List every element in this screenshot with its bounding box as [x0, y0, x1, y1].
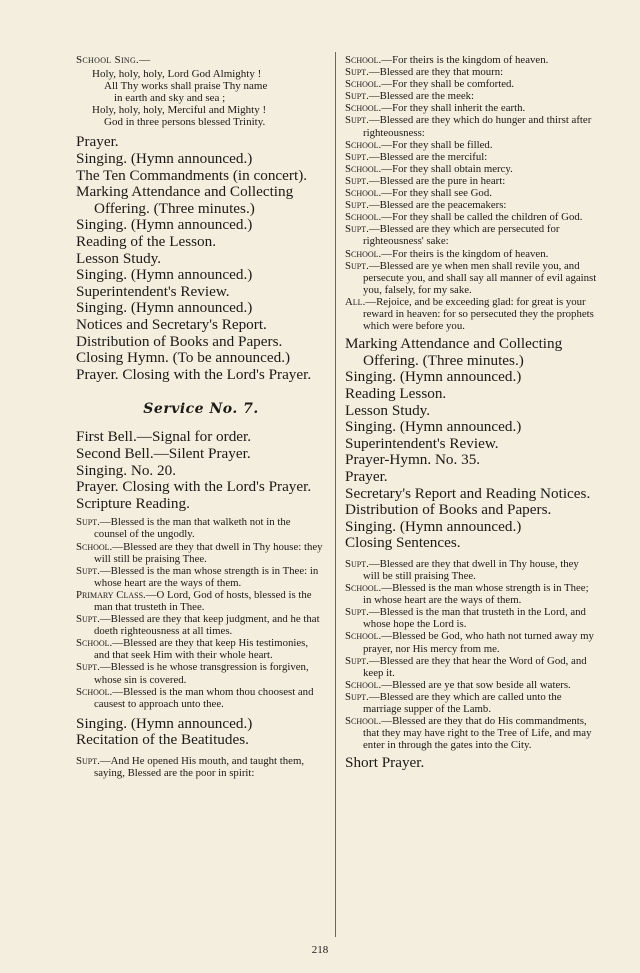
speaker-label: School. — [345, 138, 382, 151]
hymn-verse — [76, 68, 326, 128]
speaker-label: School. — [345, 54, 382, 66]
order-item: Lesson Study. — [345, 401, 431, 419]
response-text: —Blessed are they that dwell in Thy house: they will still be praising Thee. — [94, 540, 323, 565]
speaker-label: Supt. — [345, 174, 369, 187]
response-text: —Blessed are they that mourn: — [368, 66, 504, 79]
speaker-label: Supt. — [345, 223, 369, 236]
speaker-label: Supt. — [345, 199, 369, 212]
responsive-line — [76, 661, 326, 685]
scripture-reading — [76, 516, 326, 710]
responsive-line — [345, 151, 598, 163]
responsive-line — [345, 260, 598, 296]
speaker-label: Supt. — [345, 114, 369, 127]
order-item: Closing Hymn. (To be announced.) — [76, 349, 291, 367]
response-text: —Blessed are they which are persecuted for righteousness' sake: — [363, 223, 560, 248]
response-text: —Blessed are ye when men shall revile you, and persecute you, and shall say all manner of evil against you, falsely, for my sake. — [363, 259, 597, 296]
hymn-line: Holy, holy, holy, Merciful and Mighty ! — [92, 104, 267, 117]
responsive-line — [345, 78, 598, 90]
responsive-line — [345, 715, 598, 751]
order-item: Reading of the Lesson. — [76, 233, 217, 251]
order-item: Marking Attendance and Collecting Offering. (Three minutes.) — [76, 183, 294, 217]
speaker-label: School. — [345, 630, 382, 643]
service-item: Prayer. Closing with the Lord's Prayer. — [76, 478, 312, 496]
page-number: 218 — [311, 944, 329, 956]
responsive-line — [76, 589, 326, 613]
responsive-line — [345, 582, 598, 606]
response-text: —For they shall inherit the earth. — [381, 102, 526, 115]
speaker-label: School. — [345, 582, 382, 595]
service-item: Singing. No. 20. — [76, 461, 176, 479]
responsive-line — [345, 199, 598, 211]
response-text: —Blessed are the meek: — [368, 90, 475, 103]
hymn-line: God in three persons blessed Trinity. — [104, 116, 266, 129]
speaker-label: School. — [345, 187, 382, 200]
responsive-line — [345, 606, 598, 630]
responsive-line — [76, 541, 326, 565]
school-sing-header: School Sing.— — [76, 54, 151, 66]
responsive-line — [76, 613, 326, 637]
order-item: Singing. (Hymn announced.) — [76, 714, 253, 732]
service-item: First Bell.—Signal for order. — [76, 428, 252, 446]
responsive-line — [345, 558, 598, 582]
response-text: —Blessed is the man whom thou choosest and causest to approach unto thee. — [94, 685, 314, 710]
responsive-line — [76, 686, 326, 710]
left-column — [76, 54, 326, 779]
speaker-label: School. — [345, 715, 382, 728]
responsive-line — [345, 223, 598, 247]
hymn-line: All Thy works shall praise Thy name — [104, 80, 268, 93]
speaker-label: Supt. — [345, 557, 369, 570]
speaker-label: Supt. — [345, 606, 369, 619]
responsive-line — [345, 679, 598, 691]
order-item: Singing. (Hymn announced.) — [76, 150, 253, 168]
response-text: —Blessed is the man whose strength is in Thee; in whose heart are the ways of them. — [363, 582, 589, 607]
right-column — [345, 54, 598, 772]
response-text: —Blessed are they that keep His testimonies, and that seek Him with their whole heart. — [94, 637, 309, 662]
speaker-label: Supt. — [76, 516, 100, 529]
hymn-line: in earth and sky and sea ; — [114, 92, 226, 105]
service-item: Scripture Reading. — [76, 494, 190, 512]
response-text: —For theirs is the kingdom of heaven. — [381, 247, 549, 260]
responsive-line — [345, 187, 598, 199]
response-text: —Rejoice, and be exceeding glad: for great is your reward in heaven: for so persecuted they the prophets which were before you. — [363, 295, 594, 333]
order-item: Singing. (Hymn announced.) — [345, 517, 522, 535]
order-item: Singing. (Hymn announced.) — [345, 418, 522, 436]
response-text: —Blessed are they that keep judgment, and he that doeth righteousness at all times. — [94, 613, 320, 638]
order-item: Prayer-Hymn. No. 35. — [345, 451, 481, 469]
response-text: —For they shall be called the children of God. — [381, 211, 583, 224]
hymn-line: Holy, holy, holy, Lord God Almighty ! — [92, 68, 262, 80]
order-item: Prayer. — [76, 133, 119, 151]
order-item: Prayer. — [345, 467, 388, 485]
speaker-label: School. — [345, 78, 382, 91]
responsive-line — [345, 248, 598, 260]
speaker-label: Supt. — [345, 90, 369, 103]
speaker-label: School. — [345, 162, 382, 175]
speaker-label: Primary Class. — [76, 588, 146, 601]
speaker-label: School. — [345, 247, 382, 260]
responsive-line — [345, 163, 598, 175]
speaker-label: Supt. — [76, 564, 100, 577]
closing-sentences — [345, 558, 598, 752]
responsive-line — [345, 296, 598, 332]
response-text: —O Lord, God of hosts, blessed is the man that trusteth in Thee. — [94, 588, 312, 613]
order-item: Distribution of Books and Papers. — [345, 501, 552, 519]
order-item: Recitation of the Beatitudes. — [76, 731, 249, 749]
responsive-line — [345, 175, 598, 187]
response-text: —Blessed are the pure in heart: — [368, 174, 506, 187]
order-item: Singing. (Hymn announced.) — [76, 299, 253, 317]
response-text: —Blessed are they that do His commandments, that they may have right to the Tree of Life, and may enter in through the gates into the City. — [363, 715, 592, 752]
responsive-line — [345, 66, 598, 78]
speaker-label: School. — [76, 685, 113, 698]
order-item: Prayer. Closing with the Lord's Prayer. — [76, 365, 312, 383]
response-text: —Blessed are ye that sow beside all waters. — [381, 678, 571, 691]
order-item: Superintendent's Review. — [345, 434, 499, 452]
order-item: Reading Lesson. — [345, 384, 447, 402]
speaker-label: School. — [345, 211, 382, 224]
order-of-service — [76, 134, 326, 383]
order-item: Marking Attendance and Collecting Offering. (Three minutes.) — [345, 335, 563, 369]
speaker-label: Supt. — [76, 755, 100, 768]
responsive-line — [76, 565, 326, 589]
speaker-label: Supt. — [345, 150, 369, 163]
response-text: —For they shall see God. — [381, 187, 492, 200]
response-text: —Blessed are the peacemakers: — [368, 199, 507, 212]
order-item: Notices and Secretary's Report. — [76, 316, 267, 333]
response-text: —Blessed is the man that walketh not in the counsel of the ungodly. — [94, 516, 291, 541]
order-item: Secretary's Report and Reading Notices. — [345, 484, 591, 502]
responsive-line — [345, 655, 598, 679]
speaker-label: Supt. — [76, 661, 100, 674]
responsive-line — [345, 90, 598, 102]
response-text: —Blessed are they which are called unto the marriage supper of the Lamb. — [363, 690, 562, 715]
responsive-line — [76, 516, 326, 540]
response-text: —Blessed are they that dwell in Thy house, they will be still praising Thee. — [363, 557, 579, 582]
speaker-label: School. — [345, 102, 382, 115]
order-item: Superintendent's Review. — [76, 282, 230, 300]
response-text: —Blessed are they which do hunger and thirst after righteousness: — [363, 114, 592, 139]
order-item: Closing Sentences. — [345, 534, 461, 552]
responsive-line — [76, 755, 326, 779]
service-item: Second Bell.—Silent Prayer. — [76, 444, 251, 462]
responsive-line — [76, 637, 326, 661]
order-item: Lesson Study. — [76, 249, 162, 267]
order-item: Singing. (Hymn announced.) — [345, 368, 522, 386]
order-item: Distribution of Books and Papers. — [76, 332, 283, 350]
order-item: Singing. (Hymn announced.) — [76, 266, 253, 284]
speaker-label: School. — [76, 540, 113, 553]
response-text: —And He opened His mouth, and taught them, saying, Blessed are the poor in spirit: — [94, 755, 305, 780]
speaker-label: Supt. — [76, 613, 100, 626]
column-divider — [335, 52, 336, 937]
service-heading: Service No. 7. — [143, 401, 259, 418]
responsive-line — [345, 139, 598, 151]
speaker-label: All. — [345, 295, 366, 308]
final-item: Short Prayer. — [345, 754, 425, 772]
order-item: The Ten Commandments (in concert). — [76, 166, 308, 184]
response-text: —Blessed be God, who hath not turned away my prayer, nor His mercy from me. — [363, 630, 594, 655]
response-text: —For they shall be filled. — [381, 138, 493, 151]
response-text: —Blessed is the man that trusteth in the Lord, and whose hope the Lord is. — [363, 606, 586, 631]
speaker-label: School. — [76, 637, 113, 650]
responsive-line — [345, 54, 598, 66]
response-text: —Blessed is he whose transgression is forgiven, whose sin is covered. — [94, 661, 309, 686]
beatitudes — [345, 54, 598, 332]
response-text: —For they shall obtain mercy. — [381, 162, 513, 175]
speaker-label: Supt. — [345, 690, 369, 703]
speaker-label: Supt. — [345, 259, 369, 272]
responsive-line — [345, 114, 598, 138]
speaker-label: Supt. — [345, 66, 369, 79]
response-text: —Blessed are the merciful: — [368, 150, 488, 163]
responsive-line — [345, 211, 598, 223]
responsive-line — [345, 630, 598, 654]
response-text: —Blessed is the man whose strength is in Thee: in whose heart are the ways of them. — [94, 564, 319, 589]
responsive-line — [345, 102, 598, 114]
response-text: —Blessed are they that hear the Word of God, and keep it. — [363, 654, 587, 679]
order-of-service-continued — [345, 336, 598, 552]
responsive-line — [345, 691, 598, 715]
service-seven-items — [76, 429, 326, 512]
response-text: —For they shall be comforted. — [381, 78, 515, 91]
speaker-label: Supt. — [345, 654, 369, 667]
order-item: Singing. (Hymn announced.) — [76, 216, 253, 234]
speaker-label: School. — [345, 678, 382, 691]
response-text: —For theirs is the kingdom of heaven. — [381, 54, 549, 66]
